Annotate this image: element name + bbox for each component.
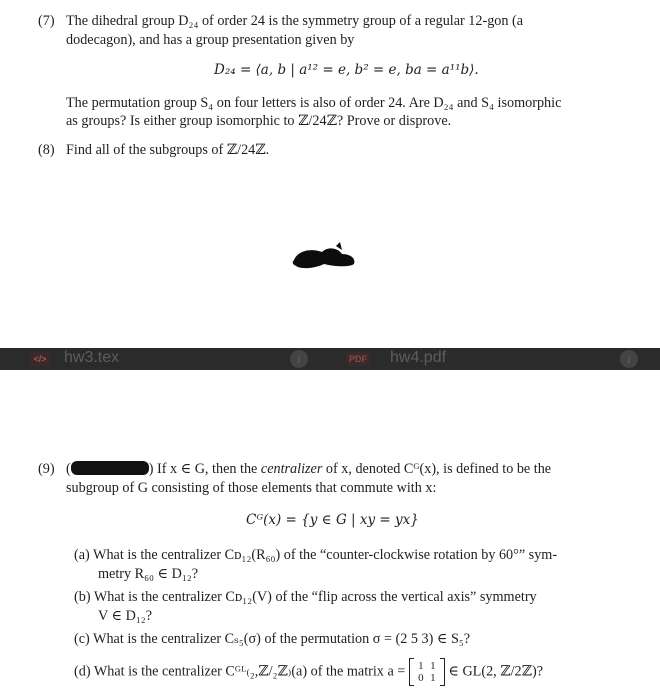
tab-hw3-tex[interactable]: hw3.tex xyxy=(64,349,120,366)
question-9-number: (9) xyxy=(38,461,55,477)
document-page-bottom xyxy=(0,370,660,700)
question-7-number: (7) xyxy=(38,13,55,29)
document-page-top xyxy=(0,0,660,348)
code-file-icon[interactable]: </> xyxy=(30,352,50,366)
question-7-presentation-formula: D₂₄ = ⟨a, b | a¹² = e, b² = e, ba = a¹¹b⟩. xyxy=(214,62,479,78)
redacted-text xyxy=(71,461,149,475)
question-8-number: (8) xyxy=(38,142,55,158)
question-8: (8) Find all of the subgroups of ℤ/24ℤ. xyxy=(38,142,270,158)
question-7-line-2: dodecagon), and has a group presentation given by xyxy=(66,32,355,48)
centralizer-definition-formula: Cᴳ(x) = {y ∈ G | xy = yx} xyxy=(246,512,419,528)
question-9-line-1: (9) ( ) If x ∈ G, then the centralizer of x, denoted Cᴳ(x), is defined to be the xyxy=(38,461,552,477)
part-b-line-2: V ∈ D₁₂? xyxy=(98,608,153,624)
part-d-line-1: (d) What is the centralizer Cᴳᴸ₍₂,ℤ/₂ℤ₎(a) of the matrix a = 1 1 0 1 ∈ GL(2, ℤ/2ℤ)? xyxy=(74,660,544,684)
question-7-line-4: as groups? Is either group isomorphic to ℤ/24ℤ? Prove or disprove. xyxy=(66,113,452,129)
ink-blot-mark xyxy=(288,240,360,274)
question-7-line-1: (7) The dihedral group D₂₄ of order 24 is the symmetry group of a regular 12-gon (a xyxy=(38,13,524,29)
info-icon[interactable]: i xyxy=(620,350,638,368)
info-icon[interactable]: i xyxy=(290,350,308,368)
tab-hw4-pdf[interactable]: hw4.pdf xyxy=(390,349,447,366)
question-9-line-2: subgroup of G consisting of those elements that commute with x: xyxy=(66,480,437,496)
matrix-a: 1 1 0 1 xyxy=(409,660,445,684)
question-7-line-3: The permutation group S₄ on four letters is also of order 24. Are D₂₄ and S₄ isomorphic xyxy=(66,95,562,111)
part-c-line-1: (c) What is the centralizer Cₛ₅(σ) of the permutation σ = (2 5 3) ∈ S₅? xyxy=(74,631,471,647)
file-tab-bar xyxy=(0,348,660,370)
part-b-line-1: (b) What is the centralizer Cᴅ₁₂(V) of the “flip across the vertical axis” symmetry xyxy=(74,589,537,605)
part-a-line-2: metry R₆₀ ∈ D₁₂? xyxy=(98,566,199,582)
part-a-line-1: (a) What is the centralizer Cᴅ₁₂(R₆₀) of the “counter-clockwise rotation by 60°” sym- xyxy=(74,547,558,563)
pdf-file-icon[interactable]: PDF xyxy=(346,352,370,366)
